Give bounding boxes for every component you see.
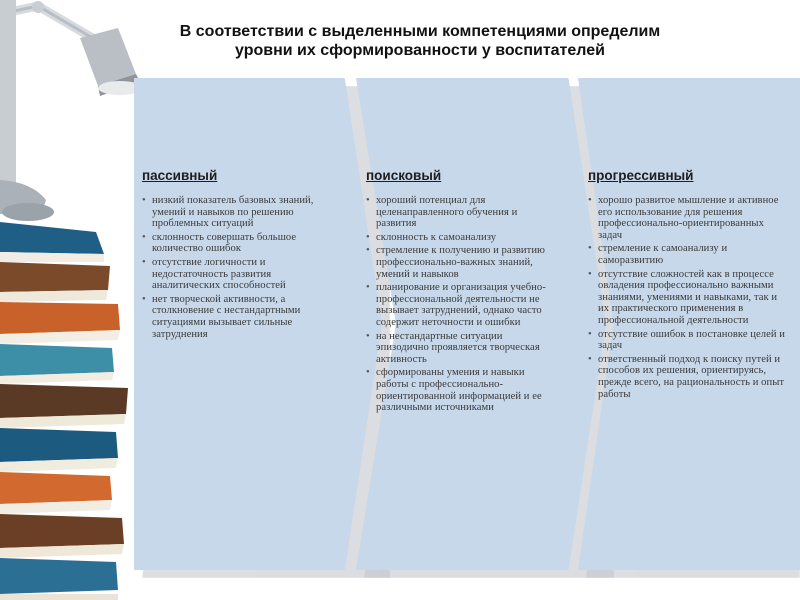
level-list <box>366 195 556 414</box>
list-item: • стремление к самоанализу и саморазвитию <box>588 243 790 266</box>
list-item: • отсутствие сложностей как в процессе овладения профессионально важными знаниями, умениями и навыками, так и их практического применения в профессиональной деятельности <box>588 269 790 327</box>
list-item: • на нестандартные ситуации эпизодично проявляется творческая активность <box>366 331 556 366</box>
list-item: • хорошо развитое мышление и активное его использование для решения профессионально-ориентированных задач <box>588 195 790 241</box>
list-item: • низкий показатель базовых знаний, умений и навыков по решению проблемных ситуаций <box>142 195 338 230</box>
list-item: • нет творческой активности, а столкновение с нестандартными ситуациями вызывает сильные затруднения <box>142 294 338 340</box>
level-heading: пассивный <box>142 168 218 183</box>
list-item: • стремление к получению и развитию профессионально-важных знаний, умений и навыков <box>366 245 556 280</box>
level-list <box>142 195 338 340</box>
level-passive <box>142 168 338 342</box>
level-heading: прогрессивный <box>588 168 694 183</box>
list-item: • хороший потенциал для целенаправленного обучения и развития <box>366 195 556 230</box>
list-item: • склонность к самоанализу <box>366 232 556 244</box>
list-item: • отсутствие ошибок в постановке целей и задач <box>588 329 790 352</box>
page-title: В соответствии с выделенными компетенциями определим уровни их сформированности у воспитателей <box>179 23 661 59</box>
level-progressive <box>588 168 790 402</box>
level-heading: поисковый <box>366 168 442 183</box>
list-item: • ответственный подход к поиску путей и способов их решения, ориентируясь, прежде всего, на рациональность и опыт работы <box>588 354 790 400</box>
list-item: • склонность совершать большое количество ошибок <box>142 232 338 255</box>
list-item: • отсутствие логичности и недостаточность развития аналитических способностей <box>142 257 338 292</box>
level-search <box>366 168 556 416</box>
list-item: • планирование и организация учебно-профессиональной деятельности не вызывает затруднений, однако часто содержит неточности и ошибки <box>366 282 556 328</box>
list-item: • сформированы умения и навыки работы с профессионально-ориентированной информацией и ее различными источниками <box>366 367 556 413</box>
level-list <box>588 195 790 400</box>
